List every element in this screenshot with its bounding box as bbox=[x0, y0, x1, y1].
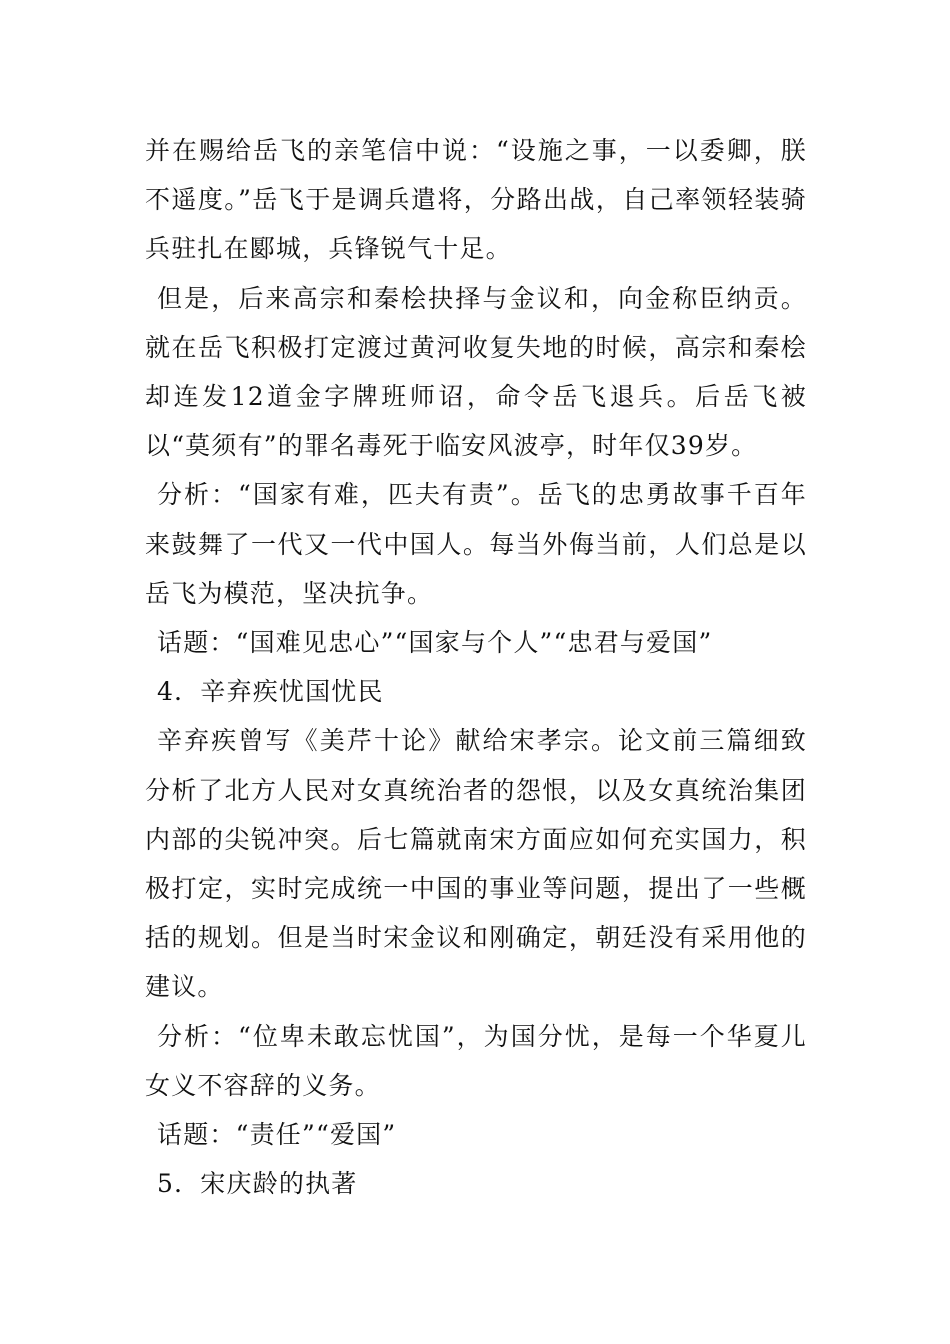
paragraph-analysis-yue-fei: 分析：“国家有难，匹夫有责”。岳飞的忠勇故事千百年来鼓舞了一代又一代中国人。每当外侮当前，人们总是以岳飞为模范，坚决抗争。 bbox=[145, 480, 807, 608]
section-heading-song-qingling: 5．宋庆龄的执著 bbox=[157, 1169, 358, 1199]
document-body bbox=[145, 126, 807, 1208]
paragraph-yue-fei-letter: 并在赐给岳飞的亲笔信中说：“设施之事，一以委卿，朕不遥度。”岳飞于是调兵遣将，分路出战，自己率领轻装骑兵驻扎在郾城，兵锋锐气十足。 bbox=[145, 136, 807, 264]
paragraph-topics-xin-qiji: 话题：“责任”“爱国” bbox=[157, 1120, 397, 1150]
paragraph-analysis-xin-qiji: 分析：“位卑未敢忘忧国”，为国分忧，是每一个华夏儿女义不容辞的义务。 bbox=[145, 1021, 807, 1100]
section-heading-xin-qiji: 4．辛弃疾忧国忧民 bbox=[157, 677, 384, 707]
paragraph-topics-yue-fei: 话题：“国难见忠心”“国家与个人”“忠君与爱国” bbox=[157, 628, 713, 658]
paragraph-xin-qiji-story: 辛弃疾曾写《美芹十论》献给宋孝宗。论文前三篇细致分析了北方人民对女真统治者的怨恨，以及女真统治集团内部的尖锐冲突。后七篇就南宋方面应如何充实国力，积极打定，实时完成统一中国的事业等问题，提出了一些概括的规划。但是当时宋金议和刚确定，朝廷没有采用他的建议。 bbox=[145, 726, 807, 1002]
paragraph-yue-fei-recall: 但是，后来高宗和秦桧抉择与金议和，向金称臣纳贡。就在岳飞积极打定渡过黄河收复失地的时候，高宗和秦桧却连发12道金字牌班师诏，命令岳飞退兵。后岳飞被以“莫须有”的罪名毒死于临安风波亭，时年仅39岁。 bbox=[145, 283, 807, 461]
